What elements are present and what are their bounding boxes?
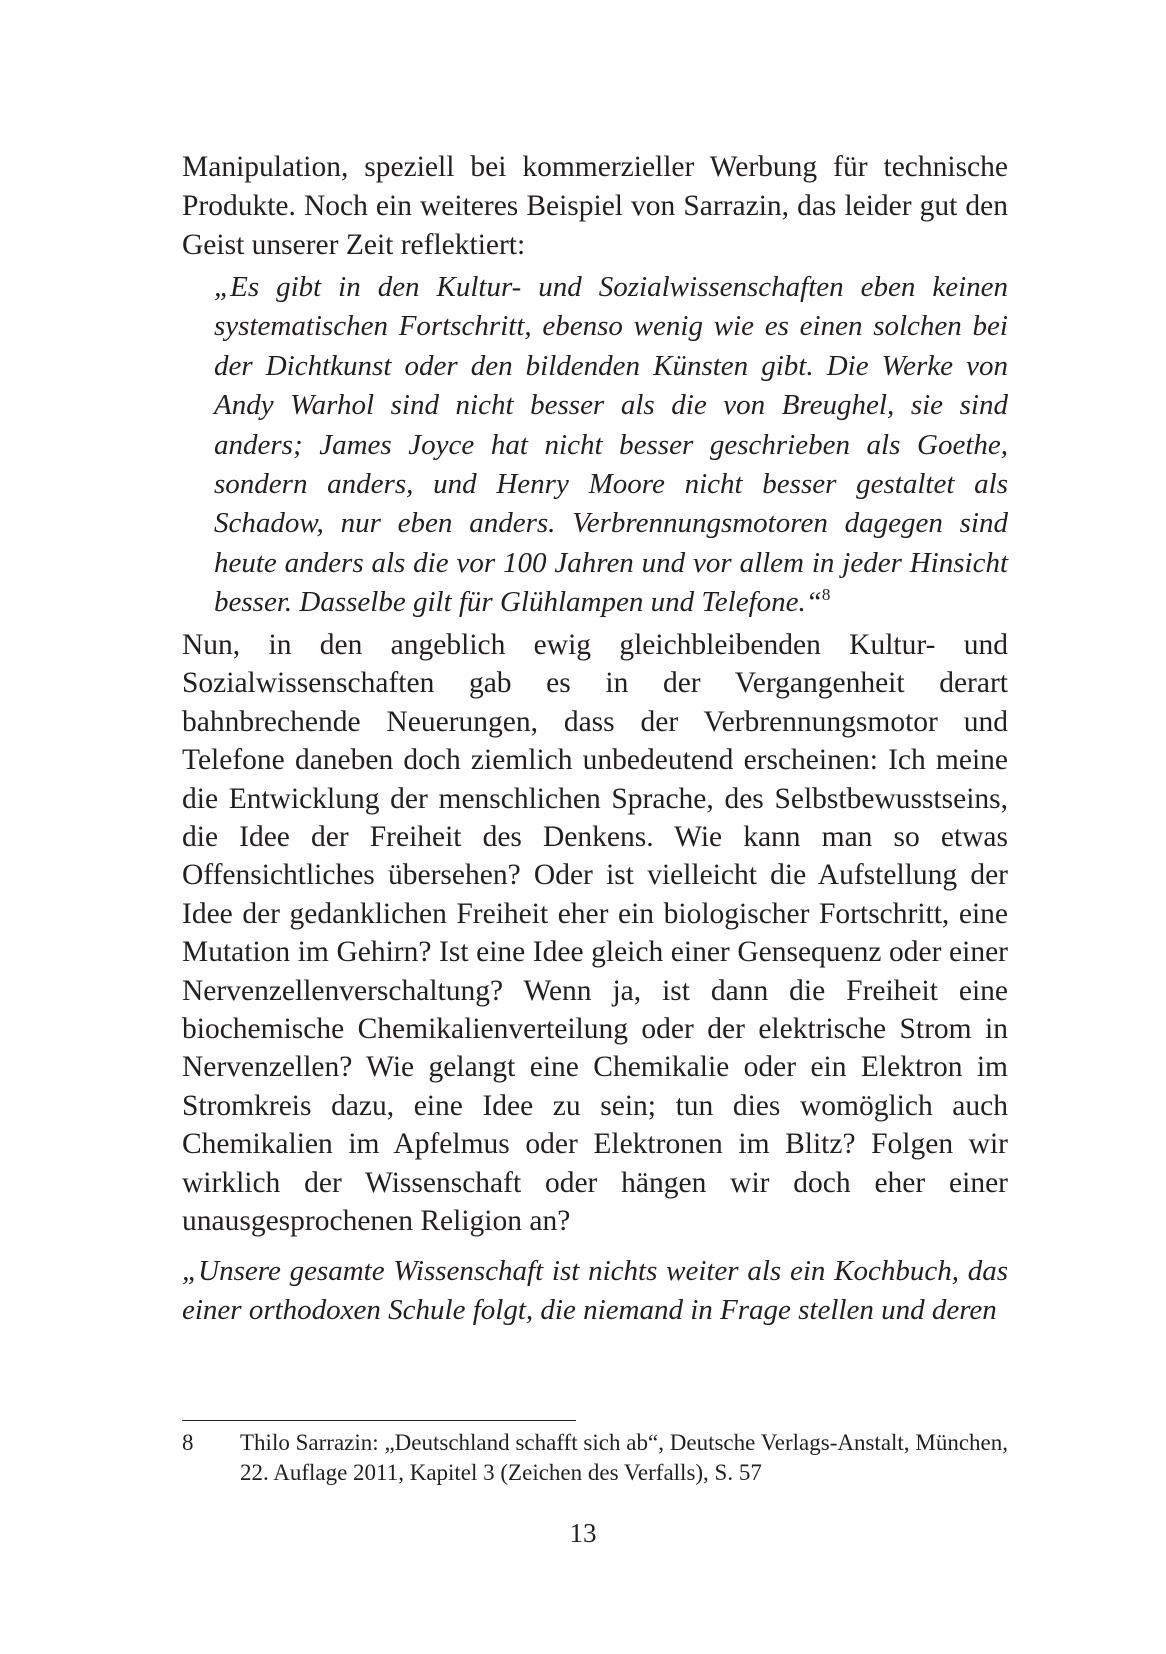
footnote-separator bbox=[182, 1420, 576, 1421]
main-paragraph: Nun, in den angeblich ewig gleichbleibenden Kultur- und Sozialwissenschaften gab es in der Vergangenheit derart bahnbrechende Neuerungen, dass der Verbrennungsmotor und Telefone daneben doch ziemlich unbedeutend erscheinen: Ich meine die Entwicklung der menschlichen Sprache, des Selbstbewusstseins, die Idee der Freiheit des Denkens. Wie kann man so etwas Offensichtliches übersehen? Oder ist vielleicht die Aufstellung der Idee der gedanklichen Freiheit eher ein biologischer Fortschritt, eine Mutation im Gehirn? Ist eine Idee gleich einer Gensequenz oder einer Nervenzellenverschaltung? Wenn ja, ist dann die Freiheit eine biochemische Chemikalienverteilung oder der elektrische Strom in Nervenzellen? Wie gelangt eine Chemikalie oder ein Elektron im Stromkreis dazu, eine Idee zu sein; tun dies womöglich auch Chemikalien im Apfelmus oder Elektronen im Blitz? Folgen wir wirklich der Wissenschaft oder hängen wir doch eher einer unausgesprochenen Religion an? bbox=[182, 629, 1008, 1238]
page-number: 13 bbox=[569, 1518, 597, 1548]
footnote-number: 8 bbox=[182, 1430, 194, 1455]
footnote-text: Thilo Sarrazin: „Deutschland schafft sich ab“, Deutsche Verlags-Anstalt, München, 22. Auflage 2011, Kapitel 3 (Zeichen des Verfalls), S. 57 bbox=[240, 1430, 1008, 1485]
intro-paragraph: Manipulation, speziell bei kommerzieller Werbung für technische Produkte. Noch ein weiteres Beispiel von Sarrazin, das leider gut den Geist unserer Zeit reflektiert: bbox=[182, 151, 1008, 261]
block-quote-text: „Es gibt in den Kultur- und Sozialwissenschaften eben keinen systematischen Fortschritt, ebenso wenig wie es einen solchen bei der Dichtkunst oder den bildenden Künsten gibt. Die Werke von Andy Warhol sind nicht besser als die von Breughel, sie sind anders; James Joyce hat nicht besser geschrieben als Goethe, sondern anders, und Henry Moore nicht besser gestaltet als Schadow, nur eben anders. Verbrennungsmotoren dagegen sind heute anders als die vor 100 Jahren und vor allem in jeder Hinsicht besser. Dasselbe gilt für Glühlampen und Telefone.“ bbox=[214, 271, 1008, 619]
footnote bbox=[182, 1428, 1008, 1488]
footnote-reference: 8 bbox=[821, 585, 831, 605]
block-quote-sarrazin bbox=[214, 268, 1008, 623]
block-quote-continued: „Unsere gesamte Wissenschaft ist nichts weiter als ein Kochbuch, das einer orthodoxen Schule folgt, die niemand in Frage stellen und deren bbox=[182, 1255, 1008, 1327]
